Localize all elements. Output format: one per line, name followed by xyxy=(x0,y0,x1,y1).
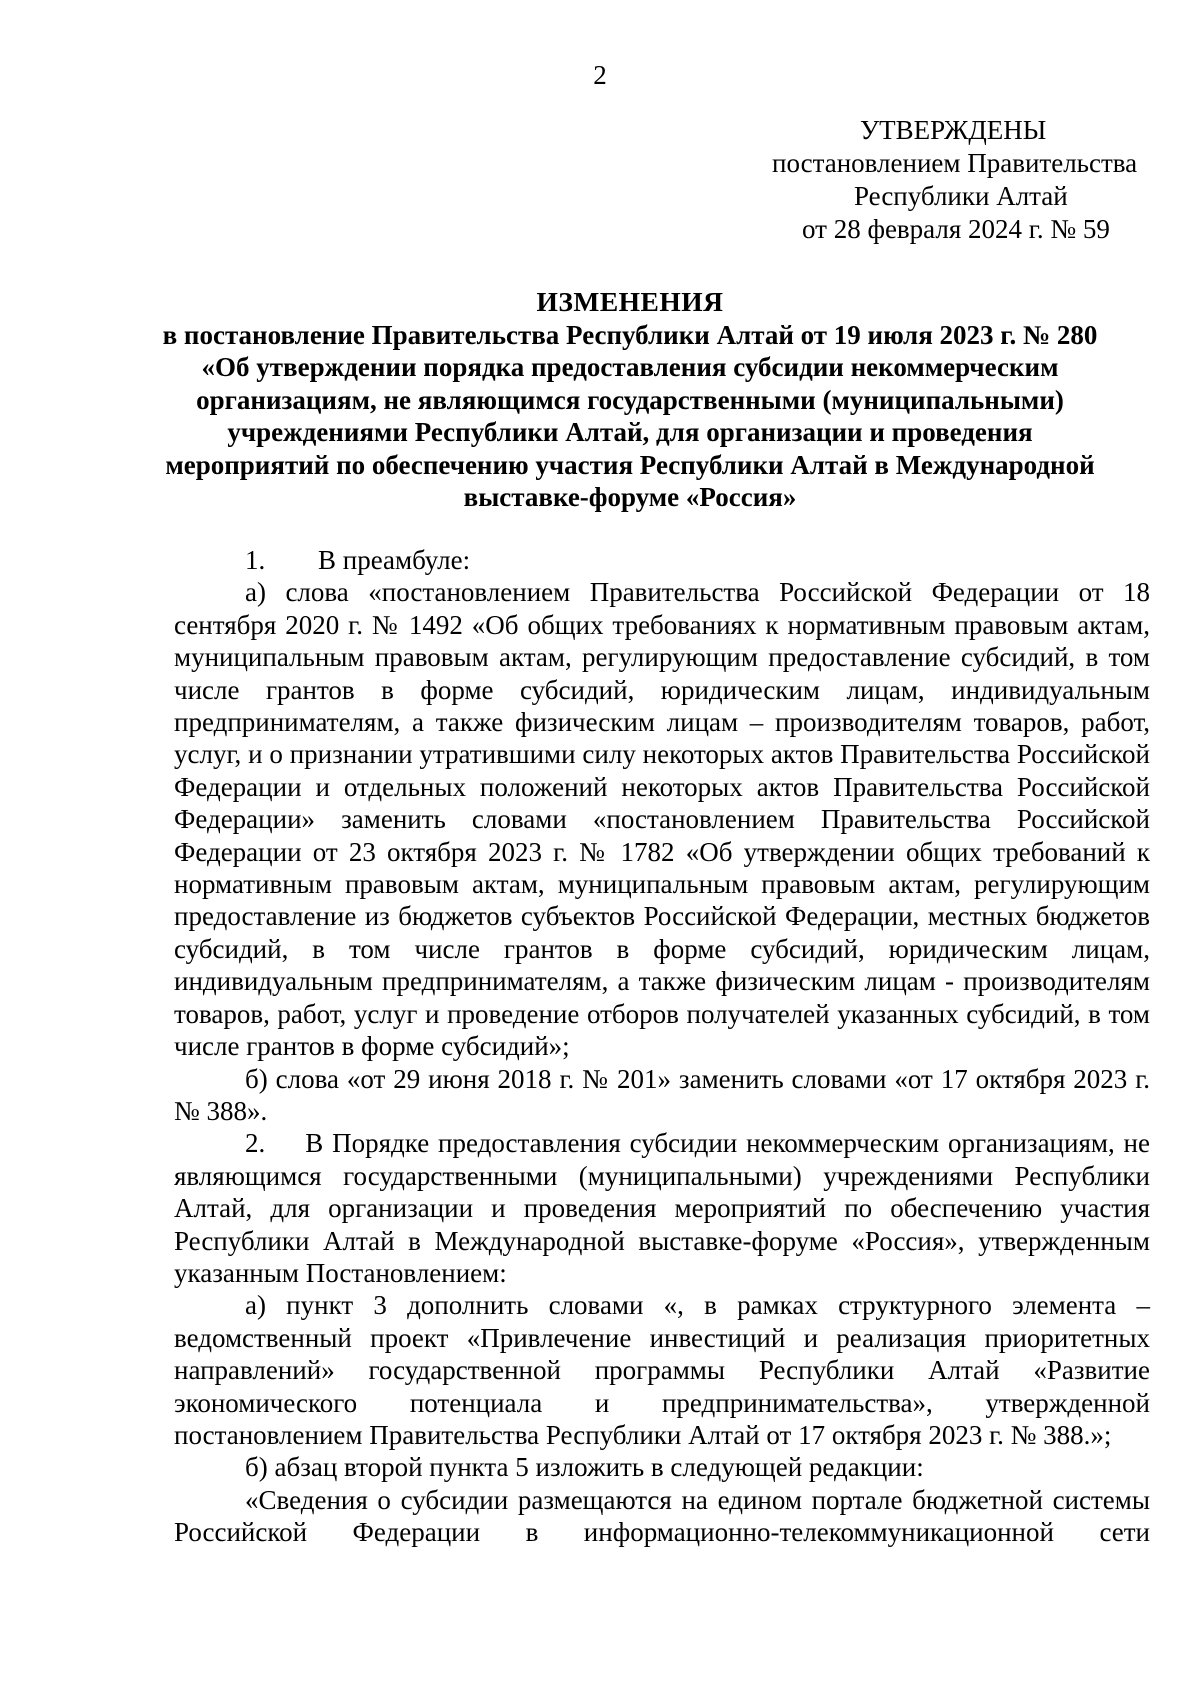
paragraph-1a: а) слова «постановлением Правительства Российской Федерации от 18 сентября 2020 г. № 1492 «Об общих требованиях к нормативным правовым актам, муниципальным правовым актам, регулирующим предоставление субсидий, в том числе грантов в форме субсидий, юридическим лицам, индивидуальным предпринимателям, а также физическим лицам – производителям товаров, работ, услуг, и о признании утратившими силу некоторых актов Правительства Российской Федерации и отдельных положений некоторых актов Правительства Российской Федерации» заменить словами «постановлением Правительства Российской Федерации от 23 октября 2023 г. № 1782 «Об утверждении общих требований к нормативным правовым актам, муниципальным правовым актам, регулирующим предоставление из бюджетов субъектов Российской Федерации, местных бюджетов субсидий, в том числе грантов в форме субсидий, юридическим лицам, индивидуальным предпринимателям, а также физическим лицам - производителям товаров, работ, услуг и проведение отборов получателей указанных субсидий, в том числе грантов в форме субсидий»; xyxy=(174,577,1150,1062)
paragraph-2a: а) пункт 3 дополнить словами «, в рамках структурного элемента – ведомственный проект «Привлечение инвестиций и реализация приоритетных направлений» государственной программы Республики Алтай «Развитие экономического потенциала и предпринимательства», утвержденной постановлением Правительства Республики Алтай от 17 октября 2023 г. № 388.»; xyxy=(174,1290,1150,1450)
approval-heading: УТВЕРЖДЕНЫ xyxy=(860,115,1047,145)
paragraph-2b: б) абзац второй пункта 5 изложить в следующей редакции: xyxy=(245,1452,924,1483)
document-title xyxy=(150,286,1110,514)
approval-date: от 28 февраля 2024 г. № 59 xyxy=(802,214,1110,244)
title-line: в постановление Правительства Республики Алтай от 19 июля 2023 г. № 280 xyxy=(162,319,1098,350)
item-text: В преамбуле: xyxy=(318,545,471,575)
approval-line: постановлением Правительства xyxy=(772,148,1138,178)
title-line: мероприятий по обеспечению участия Республики Алтай в Международной xyxy=(165,449,1095,480)
title-line: учреждениями Республики Алтай, для организации и проведения xyxy=(227,417,1033,447)
paragraph-2b-quote: «Сведения о субсидии размещаются на едином портале бюджетной системы Российской Федерации в информационно-телекоммуникационной сети xyxy=(174,1484,1150,1548)
title-heading: ИЗМЕНЕНИЯ xyxy=(536,286,724,317)
item-number: 1. xyxy=(245,545,266,575)
item-text: В Порядке предоставления субсидии некоммерческим организациям, не являющимся государственными (муниципальными) учреждениями Республики Алтай, для организации и проведения мероприятий по обеспечению участия Республики Алтай в Международной выставке-форуме «Россия», утвержденным указанным Постановлением: xyxy=(174,1128,1150,1288)
item-2 xyxy=(174,1127,1150,1289)
title-line: «Об утверждении порядка предоставления субсидии некоммерческим xyxy=(201,352,1059,382)
item-number: 2. xyxy=(245,1128,266,1159)
item-1 xyxy=(174,544,1150,576)
document-body xyxy=(174,544,1150,1549)
title-line: выставке-форуме «Россия» xyxy=(463,482,797,512)
title-line: организациям, не являющимся государственными (муниципальными) xyxy=(196,384,1064,415)
approval-stamp xyxy=(772,114,1138,246)
approval-line: Республики Алтай xyxy=(854,181,1068,211)
paragraph-1b: б) слова «от 29 июня 2018 г. № 201» заменить словами «от 17 октября 2023 г. № 388». xyxy=(174,1063,1150,1126)
page-number: 2 xyxy=(593,60,607,90)
